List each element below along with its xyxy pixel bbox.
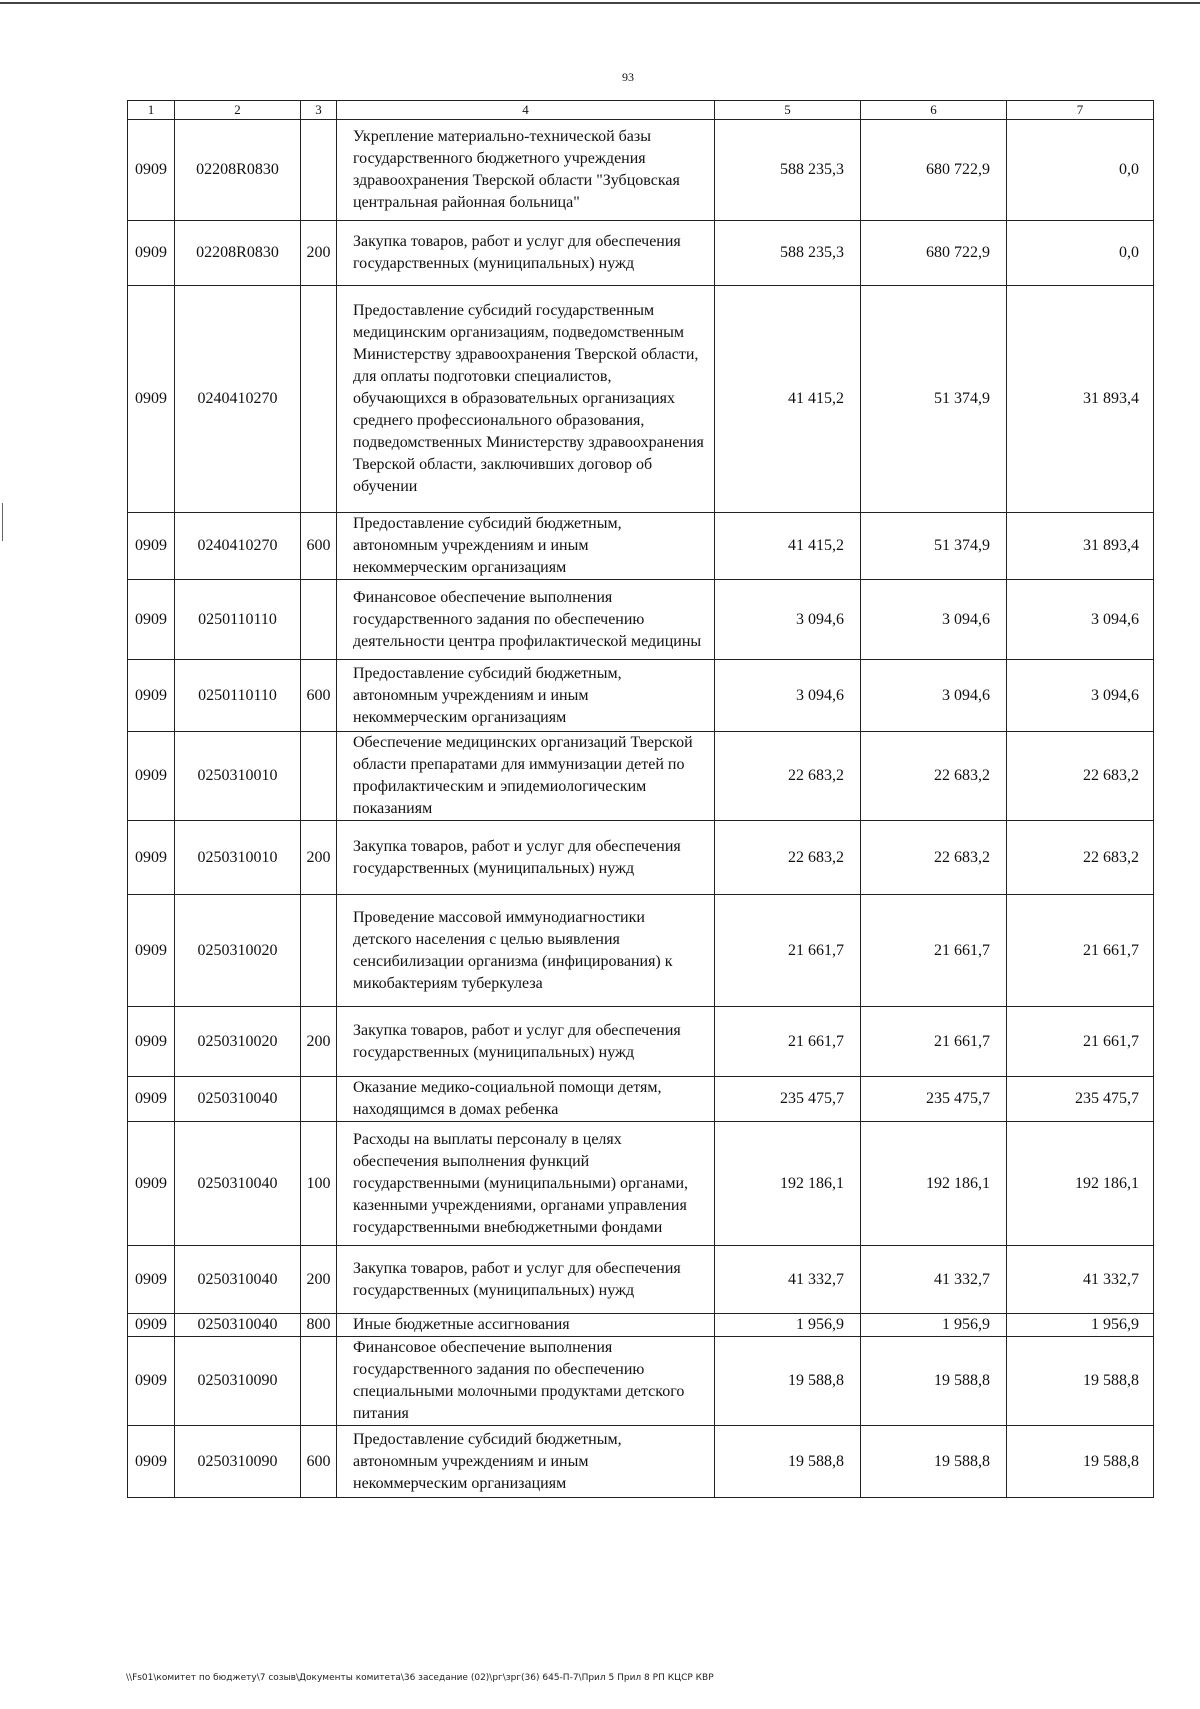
- item-name-cell: Иные бюджетные ассигнования: [337, 1314, 715, 1337]
- table-row: [128, 895, 1154, 1007]
- footer-file-path: \\Fs01\комитет по бюджету\7 созыв\Документы комитета\36 заседание (02)\рг\зрг(36) 645-П-7\Прил 5 Прил 8 РП КЦСР КВР: [126, 1673, 714, 1683]
- table-row: [128, 732, 1154, 821]
- section-code-cell: 0909: [128, 120, 175, 221]
- item-name-cell: Финансовое обеспечение выполнения государственного задания по обеспечению специальными молочными продуктами детского питания: [337, 1337, 715, 1426]
- amount-col7-cell: 21 661,7: [1007, 895, 1154, 1007]
- amount-col7-cell: 31 893,4: [1007, 513, 1154, 580]
- target-article-cell: 0250310020: [175, 895, 301, 1007]
- amount-col5-cell: 22 683,2: [715, 732, 861, 821]
- expense-type-cell: [301, 1337, 337, 1426]
- item-name-cell: Закупка товаров, работ и услуг для обеспечения государственных (муниципальных) нужд: [337, 1007, 715, 1077]
- table-row: [128, 1426, 1154, 1498]
- item-name-cell: Обеспечение медицинских организаций Тверской области препаратами для иммунизации детей по профилактическим и эпидемиологическим показаниям: [337, 732, 715, 821]
- expense-type-cell: 800: [301, 1314, 337, 1337]
- section-code-cell: 0909: [128, 732, 175, 821]
- item-name-cell: Проведение массовой иммунодиагностики детского населения с целью выявления сенсибилизации организма (инфицирования) к микобактериям туберкулеза: [337, 895, 715, 1007]
- target-article-cell: 0250310010: [175, 732, 301, 821]
- amount-col6-cell: 51 374,9: [861, 513, 1007, 580]
- column-header: 3: [301, 101, 337, 120]
- amount-col5-cell: 1 956,9: [715, 1314, 861, 1337]
- table-row: [128, 1337, 1154, 1426]
- target-article-cell: 0250310040: [175, 1314, 301, 1337]
- column-header: 7: [1007, 101, 1154, 120]
- table-row: [128, 1122, 1154, 1246]
- target-article-cell: 0250110110: [175, 660, 301, 732]
- expense-type-cell: 100: [301, 1122, 337, 1246]
- expense-type-cell: 600: [301, 513, 337, 580]
- amount-col6-cell: 21 661,7: [861, 895, 1007, 1007]
- section-code-cell: 0909: [128, 1426, 175, 1498]
- target-article-cell: 0250310010: [175, 821, 301, 895]
- target-article-cell: 0250310040: [175, 1246, 301, 1314]
- column-header: 2: [175, 101, 301, 120]
- target-article-cell: 0250310090: [175, 1426, 301, 1498]
- item-name-cell: Предоставление субсидий бюджетным, автономным учреждениям и иным некоммерческим организациям: [337, 1426, 715, 1498]
- item-name-cell: Закупка товаров, работ и услуг для обеспечения государственных (муниципальных) нужд: [337, 221, 715, 286]
- column-header: 4: [337, 101, 715, 120]
- margin-scan-mark: [2, 503, 3, 541]
- expense-type-cell: [301, 580, 337, 660]
- amount-col6-cell: 192 186,1: [861, 1122, 1007, 1246]
- amount-col6-cell: 22 683,2: [861, 732, 1007, 821]
- section-code-cell: 0909: [128, 580, 175, 660]
- top-border-line: [0, 2, 1200, 4]
- target-article-cell: 02208R0830: [175, 120, 301, 221]
- section-code-cell: 0909: [128, 1077, 175, 1122]
- amount-col6-cell: 1 956,9: [861, 1314, 1007, 1337]
- expense-type-cell: 200: [301, 1007, 337, 1077]
- amount-col6-cell: 680 722,9: [861, 120, 1007, 221]
- expense-type-cell: [301, 120, 337, 221]
- amount-col7-cell: 3 094,6: [1007, 660, 1154, 732]
- section-code-cell: 0909: [128, 821, 175, 895]
- expense-type-cell: 600: [301, 1426, 337, 1498]
- amount-col5-cell: 19 588,8: [715, 1426, 861, 1498]
- column-header: 5: [715, 101, 861, 120]
- section-code-cell: 0909: [128, 221, 175, 286]
- table-row: [128, 821, 1154, 895]
- amount-col5-cell: 3 094,6: [715, 660, 861, 732]
- table-row: [128, 286, 1154, 513]
- amount-col6-cell: 41 332,7: [861, 1246, 1007, 1314]
- amount-col6-cell: 21 661,7: [861, 1007, 1007, 1077]
- amount-col6-cell: 235 475,7: [861, 1077, 1007, 1122]
- column-header: 1: [128, 101, 175, 120]
- expense-type-cell: 200: [301, 821, 337, 895]
- item-name-cell: Закупка товаров, работ и услуг для обеспечения государственных (муниципальных) нужд: [337, 821, 715, 895]
- amount-col6-cell: 680 722,9: [861, 221, 1007, 286]
- table-row: [128, 1246, 1154, 1314]
- section-code-cell: 0909: [128, 513, 175, 580]
- amount-col7-cell: 235 475,7: [1007, 1077, 1154, 1122]
- amount-col5-cell: 19 588,8: [715, 1337, 861, 1426]
- section-code-cell: 0909: [128, 895, 175, 1007]
- expense-type-cell: [301, 286, 337, 513]
- item-name-cell: Оказание медико-социальной помощи детям, находящимся в домах ребенка: [337, 1077, 715, 1122]
- amount-col5-cell: 41 415,2: [715, 286, 861, 513]
- amount-col5-cell: 41 415,2: [715, 513, 861, 580]
- amount-col7-cell: 192 186,1: [1007, 1122, 1154, 1246]
- amount-col6-cell: 19 588,8: [861, 1426, 1007, 1498]
- table-row: [128, 120, 1154, 221]
- table-row: [128, 1314, 1154, 1337]
- amount-col5-cell: 21 661,7: [715, 895, 861, 1007]
- amount-col7-cell: 0,0: [1007, 120, 1154, 221]
- target-article-cell: 0250310020: [175, 1007, 301, 1077]
- expense-type-cell: [301, 732, 337, 821]
- item-name-cell: Укрепление материально-технической базы государственного бюджетного учреждения здравоохранения Тверской области "Зубцовская центральная районная больница": [337, 120, 715, 221]
- amount-col7-cell: 3 094,6: [1007, 580, 1154, 660]
- table-row: [128, 1077, 1154, 1122]
- amount-col6-cell: 3 094,6: [861, 660, 1007, 732]
- item-name-cell: Предоставление субсидий бюджетным, автономным учреждениям и иным некоммерческим организациям: [337, 660, 715, 732]
- amount-col7-cell: 1 956,9: [1007, 1314, 1154, 1337]
- amount-col7-cell: 22 683,2: [1007, 732, 1154, 821]
- table-row: [128, 580, 1154, 660]
- amount-col5-cell: 588 235,3: [715, 221, 861, 286]
- amount-col5-cell: 235 475,7: [715, 1077, 861, 1122]
- amount-col5-cell: 21 661,7: [715, 1007, 861, 1077]
- section-code-cell: 0909: [128, 1246, 175, 1314]
- expense-type-cell: [301, 895, 337, 1007]
- target-article-cell: 02208R0830: [175, 221, 301, 286]
- amount-col7-cell: 41 332,7: [1007, 1246, 1154, 1314]
- section-code-cell: 0909: [128, 1337, 175, 1426]
- amount-col5-cell: 41 332,7: [715, 1246, 861, 1314]
- expense-type-cell: 200: [301, 221, 337, 286]
- amount-col6-cell: 51 374,9: [861, 286, 1007, 513]
- page-number: 93: [622, 70, 634, 84]
- amount-col5-cell: 22 683,2: [715, 821, 861, 895]
- amount-col7-cell: 22 683,2: [1007, 821, 1154, 895]
- target-article-cell: 0250110110: [175, 580, 301, 660]
- amount-col6-cell: 19 588,8: [861, 1337, 1007, 1426]
- expense-type-cell: 600: [301, 660, 337, 732]
- target-article-cell: 0250310040: [175, 1122, 301, 1246]
- amount-col5-cell: 3 094,6: [715, 580, 861, 660]
- section-code-cell: 0909: [128, 286, 175, 513]
- section-code-cell: 0909: [128, 1007, 175, 1077]
- section-code-cell: 0909: [128, 1122, 175, 1246]
- target-article-cell: 0240410270: [175, 286, 301, 513]
- column-header-row: [128, 101, 1154, 120]
- column-header: 6: [861, 101, 1007, 120]
- amount-col7-cell: 19 588,8: [1007, 1426, 1154, 1498]
- amount-col5-cell: 588 235,3: [715, 120, 861, 221]
- item-name-cell: Расходы на выплаты персоналу в целях обеспечения выполнения функций государственными (муниципальными) органами, казенными учреждениями, органами управления государственными внебюджетными фондами: [337, 1122, 715, 1246]
- table-row: [128, 1007, 1154, 1077]
- target-article-cell: 0250310090: [175, 1337, 301, 1426]
- amount-col7-cell: 21 661,7: [1007, 1007, 1154, 1077]
- amount-col5-cell: 192 186,1: [715, 1122, 861, 1246]
- item-name-cell: Предоставление субсидий бюджетным, автономным учреждениям и иным некоммерческим организациям: [337, 513, 715, 580]
- section-code-cell: 0909: [128, 1314, 175, 1337]
- target-article-cell: 0240410270: [175, 513, 301, 580]
- expense-type-cell: [301, 1077, 337, 1122]
- amount-col7-cell: 0,0: [1007, 221, 1154, 286]
- table-row: [128, 660, 1154, 732]
- section-code-cell: 0909: [128, 660, 175, 732]
- budget-table: [127, 100, 1154, 1498]
- amount-col6-cell: 22 683,2: [861, 821, 1007, 895]
- item-name-cell: Предоставление субсидий государственным медицинским организациям, подведомственным Министерству здравоохранения Тверской области, для оплаты подготовки специалистов, обучающихся в образовательных организациях среднего профессионального образования, подведомственных Министерству здравоохранения Тверской области, заключивших договор об обучении: [337, 286, 715, 513]
- amount-col6-cell: 3 094,6: [861, 580, 1007, 660]
- target-article-cell: 0250310040: [175, 1077, 301, 1122]
- item-name-cell: Закупка товаров, работ и услуг для обеспечения государственных (муниципальных) нужд: [337, 1246, 715, 1314]
- amount-col7-cell: 19 588,8: [1007, 1337, 1154, 1426]
- table-row: [128, 513, 1154, 580]
- amount-col7-cell: 31 893,4: [1007, 286, 1154, 513]
- table-row: [128, 221, 1154, 286]
- item-name-cell: Финансовое обеспечение выполнения государственного задания по обеспечению деятельности центра профилактической медицины: [337, 580, 715, 660]
- expense-type-cell: 200: [301, 1246, 337, 1314]
